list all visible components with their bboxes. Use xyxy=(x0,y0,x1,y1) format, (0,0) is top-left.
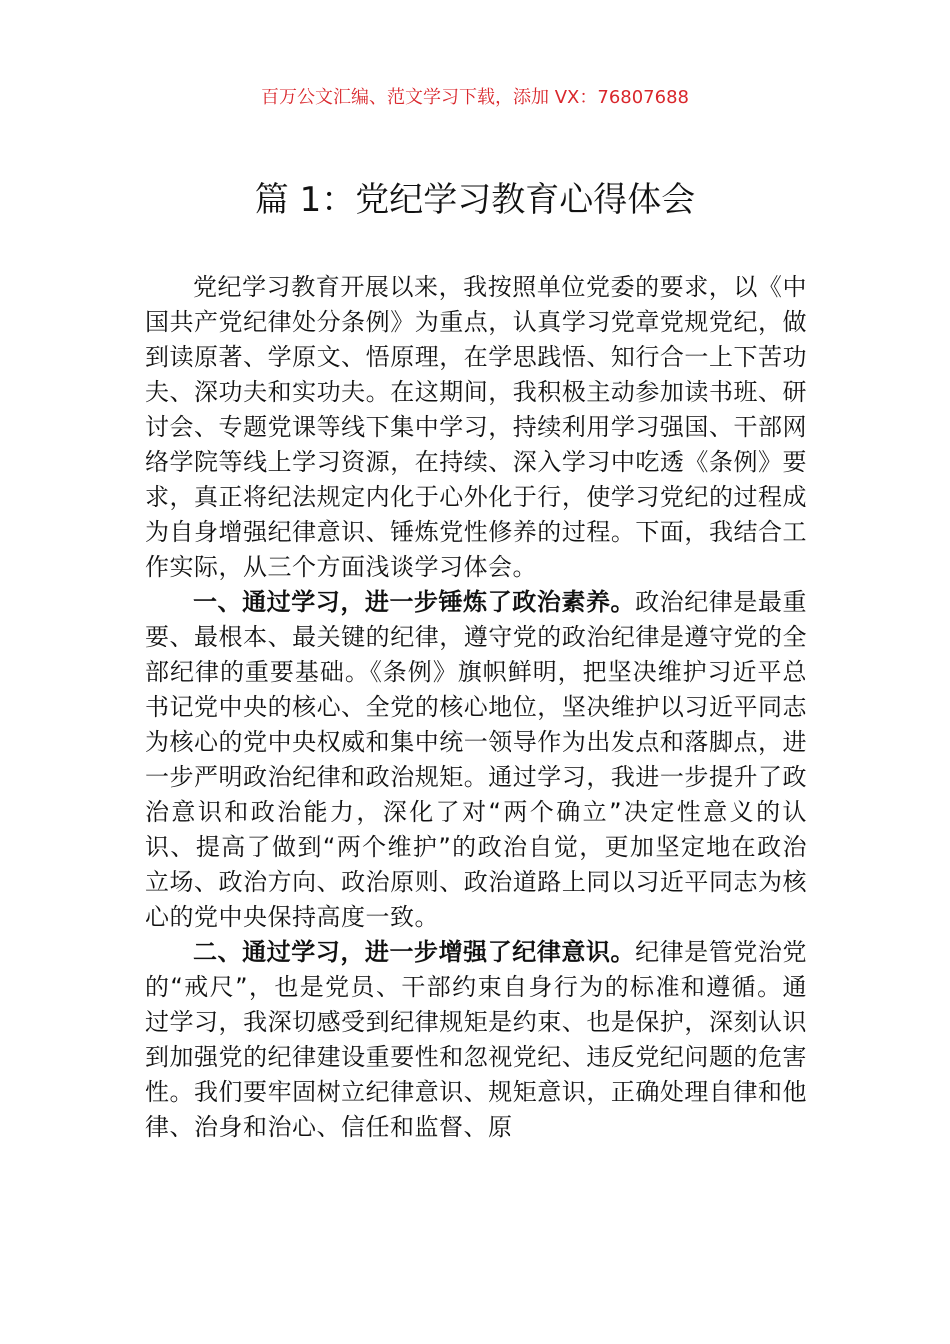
paragraph-section-1 xyxy=(145,585,807,935)
paragraph-intro xyxy=(145,270,807,585)
paragraph-text: 政治纪律是最重要、最根本、最关键的纪律，遵守党的政治纪律是遵守党的全部纪律的重要基础。《条例》旗帜鲜明，把坚决维护习近平总书记党中央的核心、全党的核心地位，坚决维护以习近平同志为核心的党中央权威和集中统一领导作为出发点和落脚点，进一步严明政治纪律和政治规矩。通过学习，我进一步提升了政治意识和政治能力，深化了对“两个确立”决定性意义的认识、提高了做到“两个维护”的政治自觉，更加坚定地在政治立场、政治方向、政治原则、政治道路上同以习近平同志为核心的党中央保持高度一致。 xyxy=(145,588,807,931)
section-heading: 一、通过学习，进一步锤炼了政治素养。 xyxy=(193,588,636,616)
section-heading: 二、通过学习，进一步增强了纪律意识。 xyxy=(193,938,636,966)
document-body xyxy=(145,270,807,1145)
paragraph-text: 党纪学习教育开展以来，我按照单位党委的要求，以《中国共产党纪律处分条例》为重点，认真学习党章党规党纪，做到读原著、学原文、悟原理，在学思践悟、知行合一上下苦功夫、深功夫和实功夫。在这期间，我积极主动参加读书班、研讨会、专题党课等线下集中学习，持续利用学习强国、干部网络学院等线上学习资源，在持续、深入学习中吃透《条例》要求，真正将纪法规定内化于心外化于行，使学习党纪的过程成为自身增强纪律意识、锤炼党性修养的过程。下面，我结合工作实际，从三个方面浅谈学习体会。 xyxy=(145,273,807,581)
document-title: 篇 1：党纪学习教育心得体会 xyxy=(254,180,696,220)
paragraph-text: 纪律是管党治党的“戒尺”，也是党员、干部约束自身行为的标准和遵循。通过学习，我深切感受到纪律规矩是约束、也是保护，深刻认识到加强党的纪律建设重要性和忽视党纪、违反党纪问题的危害性。我们要牢固树立纪律意识、规矩意识，正确处理自律和他律、治身和治心、信任和监督、原 xyxy=(145,938,807,1141)
header-note: 百万公文汇编、范文学习下载，添加 VX：76807688 xyxy=(261,87,689,108)
paragraph-section-2 xyxy=(145,935,807,1145)
